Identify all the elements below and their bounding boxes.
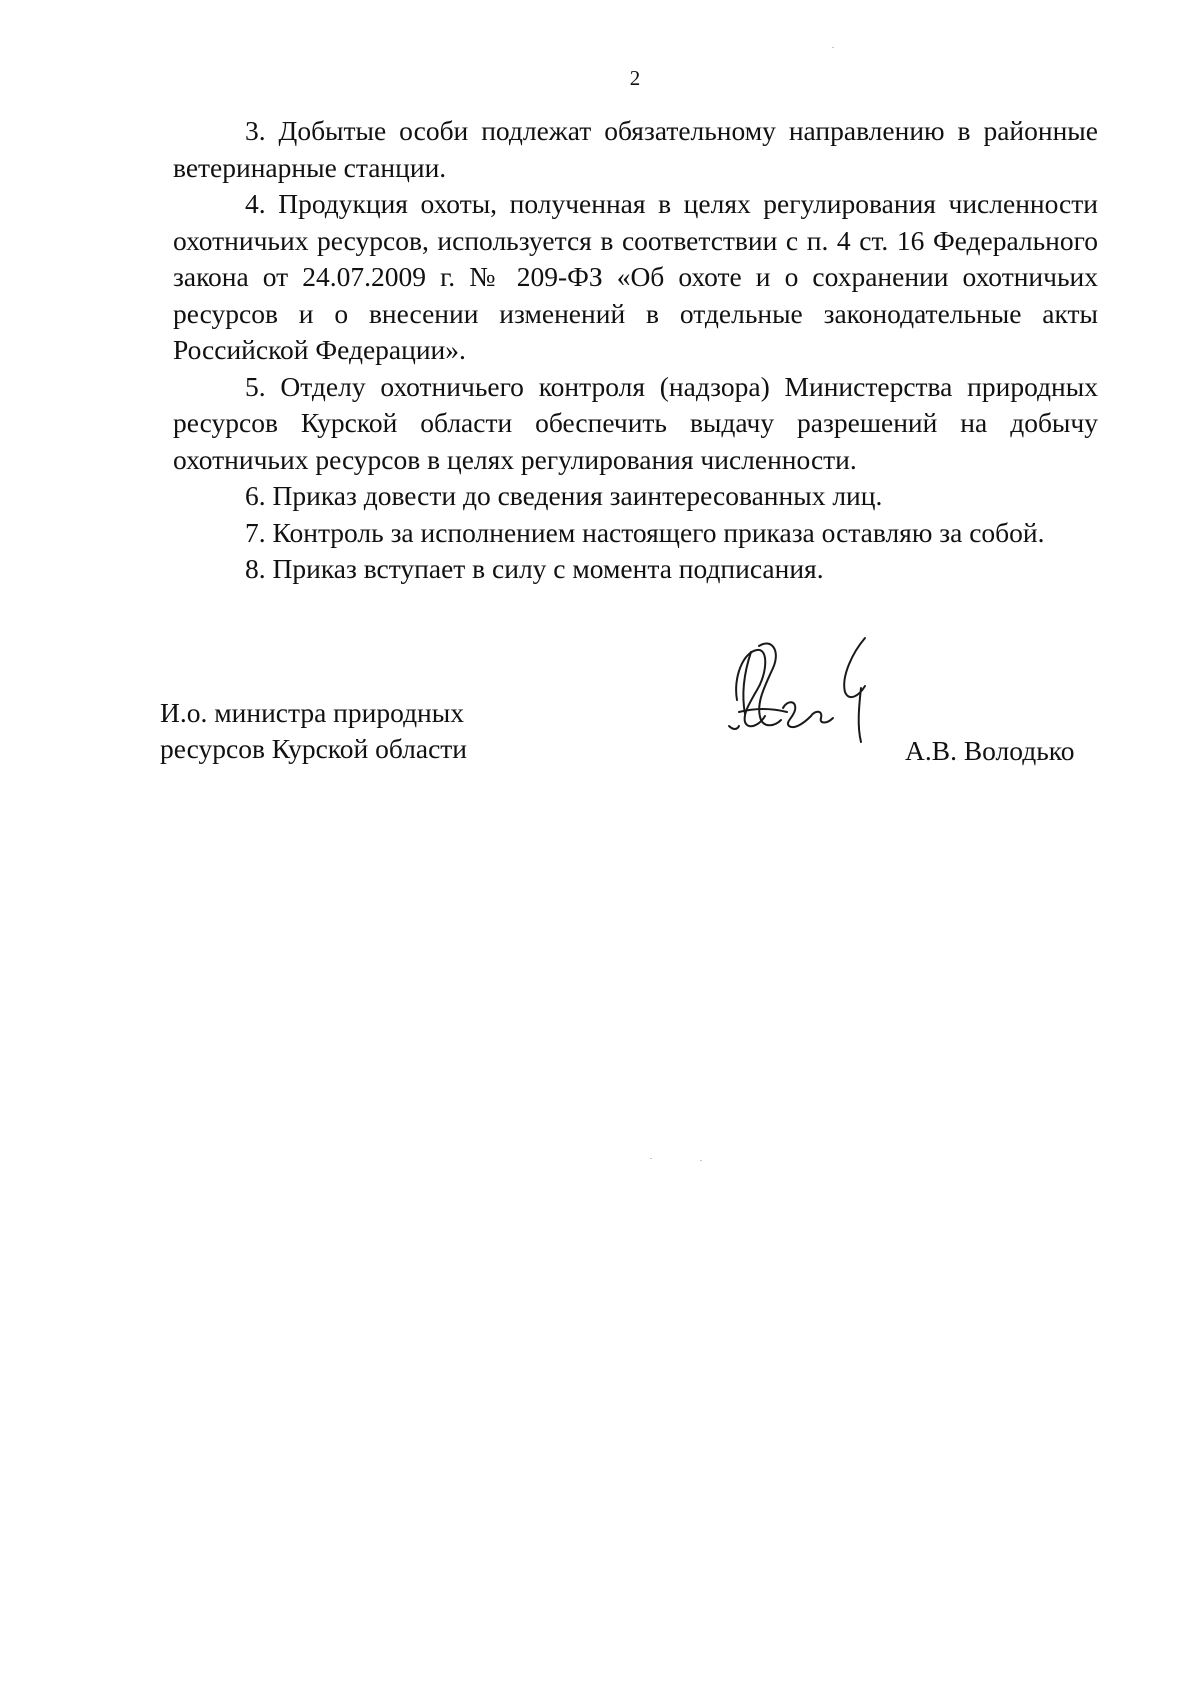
signatory-name: А.В. Володько: [905, 735, 1075, 766]
page-number: 2: [629, 66, 641, 90]
scan-speck: [650, 1158, 652, 1159]
handwritten-signature-icon: [715, 630, 905, 755]
signatory-position-line-1: И.о. министра природных: [160, 697, 465, 728]
signatory-position-line-2: ресурсов Курской области: [160, 733, 468, 764]
paragraph-3: 3. Добытые особи подлежат обязательному направлению в районные ветеринарные станции.: [173, 115, 1098, 183]
paragraph-6: 6. Приказ довести до сведения заинтересованных лиц.: [245, 480, 883, 511]
scan-speck: [832, 47, 834, 48]
scan-speck: [700, 1160, 702, 1161]
paragraph-4: 4. Продукция охоты, полученная в целях регулирования численности охотничьих ресурсов, используется в соответствии с п. 4 ст. 16 Федерального закона от 24.07.2009 г. № 209-ФЗ «Об охоте и о сохранении охотничьих ресурсов и о внесении изменений в отдельные законодательные акты Российской Федерации».: [173, 188, 1098, 365]
signatory-position: [160, 695, 467, 767]
document-body: [173, 113, 1098, 588]
paragraph-5: 5. Отделу охотничьего контроля (надзора) Министерства природных ресурсов Курской области обеспечить выдачу разрешений на добычу охотничьих ресурсов в целях регулирования численности.: [173, 370, 1098, 475]
paragraph-8: 8. Приказ вступает в силу с момента подписания.: [245, 553, 824, 584]
paragraph-7: 7. Контроль за исполнением настоящего приказа оставляю за собой.: [245, 516, 1045, 548]
